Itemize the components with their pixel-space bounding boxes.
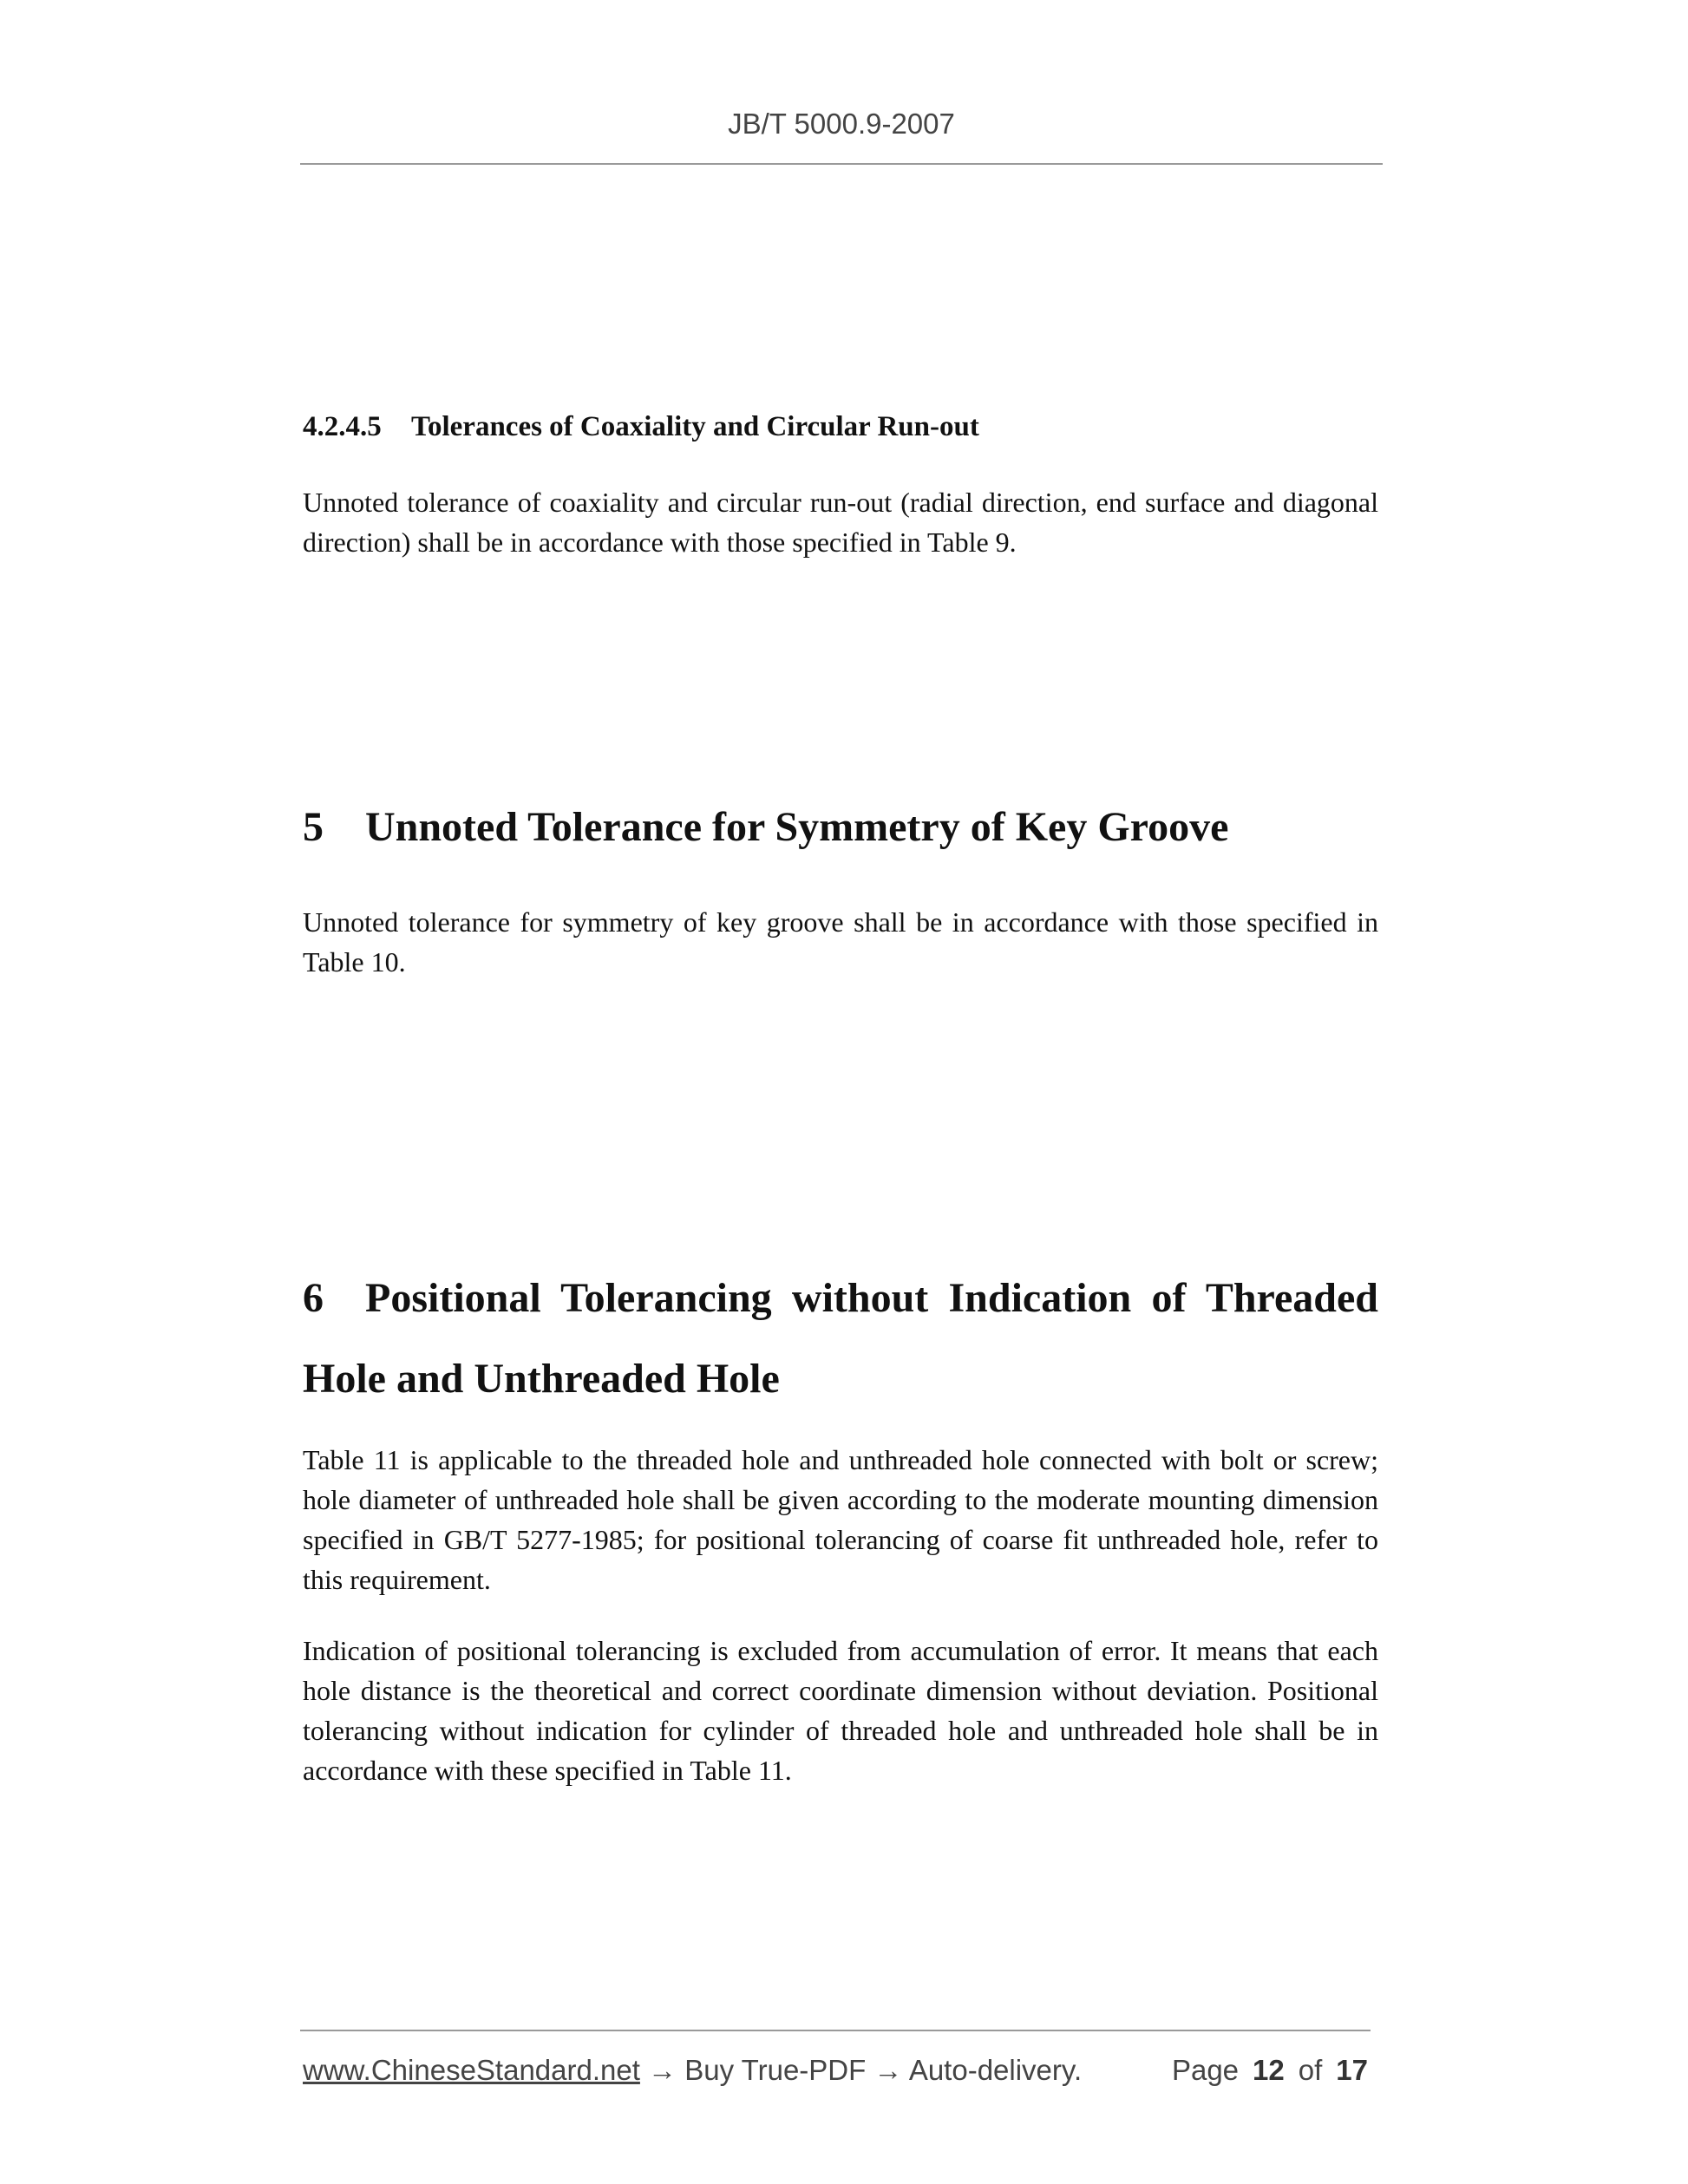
page-header-title: JB/T 5000.9-2007 [728, 108, 955, 140]
section-5-body: Unnoted tolerance for symmetry of key groove shall be in accordance with those specified in Table 10. [303, 906, 1378, 978]
of-label: of [1298, 2054, 1323, 2086]
clause-title: Tolerances of Coaxiality and Circular Run-out [411, 411, 979, 442]
section-6-paragraph-1: Table 11 is applicable to the threaded hole and unthreaded hole connected with bolt or screw; hole diameter of unthreaded hole shall be given according to the moderate mounting dimension specified in GB/T 5277-1985; for positional tolerancing of coarse fit unthreaded hole, refer to this requirement. [303, 1444, 1378, 1595]
page-label: Page [1171, 2054, 1240, 2086]
section-6-heading [303, 1258, 1378, 1419]
page-indicator [1172, 2054, 1368, 2087]
clause-4-2-4-5-body: Unnoted tolerance of coaxiality and circular run-out (radial direction, end surface and diagonal direction) shall be in accordance with those specified in Table 9. [303, 487, 1378, 558]
section-5-number: 5 [303, 804, 324, 850]
page-current: 12 [1253, 2054, 1285, 2086]
header-divider [300, 163, 1383, 165]
clause-number: 4.2.4.5 [303, 411, 382, 442]
page-footer [303, 2054, 1368, 2087]
section-6-paragraph-2: Indication of positional tolerancing is excluded from accumulation of error. It means that each hole distance is the theoretical and correct coordinate dimension without deviation. Positional tolerancing without indication for cylinder of threaded hole and unthreaded hole shall be in accordance with these specified in Table 11. [303, 1635, 1378, 1786]
website-link[interactable]: www.ChineseStandard.net [303, 2054, 640, 2086]
section-5-heading [303, 800, 1378, 855]
clause-heading-4-2-4-5 [303, 411, 979, 443]
section-6-number: 6 [303, 1275, 324, 1321]
section-6-title: Positional Tolerancing without Indication of Threaded Hole and Unthreaded Hole [303, 1275, 1378, 1402]
footer-divider [300, 2030, 1371, 2031]
promo-text: → Buy True-PDF → Auto-delivery. [648, 2054, 1083, 2086]
page-total: 17 [1336, 2054, 1368, 2086]
section-5-title: Unnoted Tolerance for Symmetry of Key Groove [365, 804, 1229, 850]
